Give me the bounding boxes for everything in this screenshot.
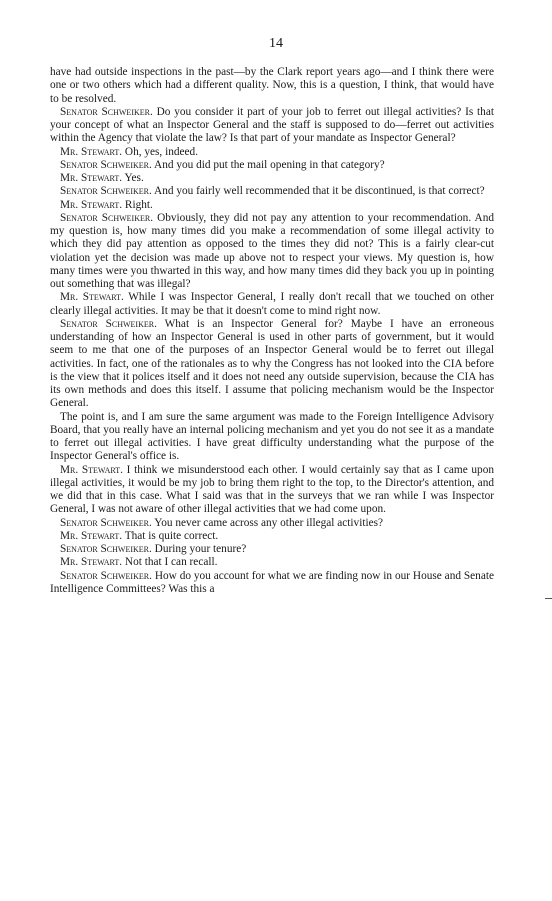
paragraph [50, 146, 494, 159]
paragraph-text: You never came across any other illegal activities? [154, 516, 384, 529]
paragraph [50, 291, 494, 318]
paragraph-text: Right. [124, 198, 153, 211]
speaker-name: Senator Schweiker. [60, 185, 152, 198]
speaker-name: Mr. Stewart. [60, 529, 123, 542]
paragraph-text: During your tenure? [154, 543, 247, 555]
paragraph [50, 172, 494, 185]
speaker-name: Mr. Stewart. [60, 145, 123, 158]
paragraph [50, 464, 494, 517]
speaker-name: Mr. Stewart. [60, 463, 123, 476]
speaker-name: Mr. Stewart. [60, 556, 123, 569]
speaker-name: Senator Schweiker. [60, 105, 153, 118]
paragraph-text: What is an Inspector General for? Maybe I have an erroneous understanding of how an Inspector General is used in other parts of government, but it would seem to me that one of the purposes of an Inspector General would be to ferret out illegal activities. In fact, one of the rationales as to why the Congress has not looked into the CIA before is the view that it polices itself and it does not need any outside supervision, because the CIA has its own methods and does this itself. I assume that policing mechanism would be the Inspector General. [50, 317, 494, 410]
paragraph-text: I think we misunderstood each other. I would certainly say that as I came upon illegal activities, it would be my job to bring them right to the top, to the Director's attention, and we did that in this case. What I said was that in the surveys that we ran while I was Inspector General, I was not aware of other illegal activities that we had come upon. [50, 463, 495, 516]
speaker-name: Senator Schweiker. [60, 569, 152, 582]
speaker-name: Senator Schweiker. [60, 158, 152, 171]
paragraph [50, 66, 494, 106]
paragraph [50, 530, 494, 543]
paragraph [50, 159, 494, 172]
paragraph [50, 212, 494, 292]
paragraph [50, 543, 494, 556]
paragraph-text: have had outside inspections in the past—by the Clark report years ago—and I think there were one or two others which had a different quality. Now, this is a question, I think, that would have to be resolved. [50, 66, 494, 105]
paragraph-text: The point is, and I am sure the same argument was made to the Foreign Intelligence Advisory Board, that you really have an internal policing mechanism and yet you do not see it as a mandate to ferret out illegal activities. I have great difficulty understanding what the purpose of the Inspector General's office is. [50, 410, 494, 463]
margin-tick-mark [545, 598, 552, 599]
paragraph [50, 318, 494, 411]
paragraph-text: How do you account for what we are finding now in our House and Senate Intelligence Committees? Was this a [50, 569, 495, 595]
speaker-name: Mr. Stewart. [60, 172, 123, 184]
paragraph-text: That is quite correct. [124, 529, 219, 542]
paragraph [50, 556, 494, 569]
paragraph-text: Yes. [124, 172, 144, 184]
speaker-name: Mr. Stewart. [60, 198, 123, 211]
speaker-name: Senator Schweiker. [60, 211, 154, 224]
paragraph [50, 570, 494, 597]
speaker-name: Mr. Stewart. [60, 291, 124, 304]
paragraph-text: Obviously, they did not pay any attention to your recommendation. And my question is, how many times did you make a recommendation of some illegal activity to which they did pay attention as opposed to the times they did not? This is a fairly clear-cut violation yet the decision was made up above not to respect your views. My question is, how many times were you thwarted in this way, and how many times did they back you up in pointing out something that was illegal? [50, 211, 494, 290]
speaker-name: Senator Schweiker. [60, 317, 157, 330]
paragraph-text: While I was Inspector General, I really don't recall that we touched on other clearly illegal activities. It may be that it doesn't come to mind right now. [50, 291, 494, 317]
paragraph [50, 106, 494, 146]
page-number: 14 [269, 36, 283, 51]
paragraph-text: Do you consider it part of your job to ferret out illegal activities? Is that your concept of what an Inspector General and the staff is supposed to do—ferret out activities within the Agency that violate the law? Is that part of your mandate as Inspector General? [50, 105, 494, 145]
paragraph [50, 185, 494, 198]
speaker-name: Senator Schweiker. [60, 543, 152, 555]
paragraph-text: And you fairly well recommended that it be discontinued, is that correct? [154, 185, 485, 198]
paragraph [50, 517, 494, 530]
paragraph [50, 199, 494, 212]
paragraph-text: Oh, yes, indeed. [124, 145, 199, 158]
speaker-name: Senator Schweiker. [60, 516, 152, 529]
paragraph-text: And you did put the mail opening in that category? [154, 158, 385, 171]
paragraph [50, 411, 494, 464]
paragraph-text: Not that I can recall. [124, 556, 218, 569]
transcript-body [50, 66, 494, 596]
